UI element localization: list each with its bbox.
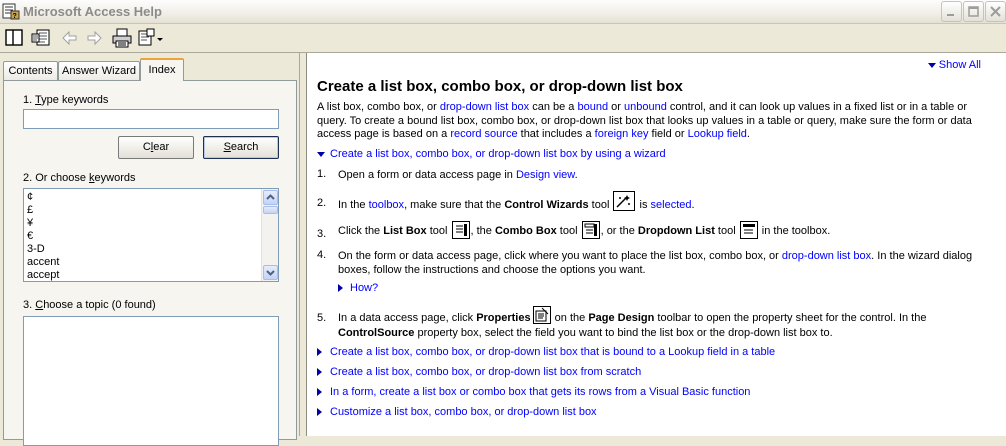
close-icon bbox=[986, 2, 1005, 21]
options-button[interactable] bbox=[137, 27, 165, 49]
glossary-link[interactable]: unbound bbox=[624, 101, 667, 113]
help-toolbar bbox=[0, 24, 1006, 53]
step2-text: 2. Or choose bbox=[23, 172, 90, 184]
properties-icon bbox=[533, 306, 551, 324]
step2-accesskey: k bbox=[89, 172, 95, 184]
step-number: 1. bbox=[317, 168, 327, 180]
step1-accesskey: T bbox=[35, 94, 42, 106]
step-text: , or the bbox=[600, 225, 638, 237]
window-title: Microsoft Access Help bbox=[23, 4, 162, 19]
step-1 bbox=[338, 168, 990, 182]
step-text: tool bbox=[714, 225, 739, 237]
page-title: Create a list box, combo box, or drop-down list box bbox=[317, 78, 683, 95]
control-wizards-icon bbox=[613, 191, 635, 211]
step-text: in the toolbox. bbox=[758, 225, 831, 237]
keyword-input[interactable] bbox=[23, 109, 279, 129]
glossary-link[interactable]: drop-down list box bbox=[439, 101, 530, 113]
step3-label bbox=[23, 299, 156, 311]
show-all-link[interactable] bbox=[928, 59, 981, 71]
step-5-line bbox=[338, 326, 990, 340]
step-text: On the form or data access page, click where you want to place the list box, combo box, or bbox=[338, 250, 782, 262]
expand-icon bbox=[338, 284, 343, 292]
show-all-label: Show All bbox=[938, 59, 981, 71]
combo-box-label: Combo Box bbox=[494, 225, 557, 237]
pane-splitter[interactable] bbox=[300, 53, 307, 436]
step1-text: ype keywords bbox=[41, 94, 109, 106]
related-topic-link[interactable] bbox=[317, 346, 775, 358]
step-text: tool bbox=[556, 225, 581, 237]
glossary-link[interactable]: record source bbox=[450, 128, 518, 140]
step-text: tool bbox=[588, 199, 613, 211]
restore-icon bbox=[964, 2, 983, 21]
related-topic-label: Create a list box, combo box, or drop-down list box that is bound to a Lookup field in a table bbox=[330, 346, 776, 358]
scroll-down-icon bbox=[264, 266, 277, 279]
svg-text:?: ? bbox=[12, 13, 17, 20]
topic-list[interactable] bbox=[23, 316, 279, 446]
print-button[interactable] bbox=[111, 27, 133, 49]
step1-label bbox=[23, 94, 108, 106]
step-5-line bbox=[338, 306, 990, 326]
tab-index[interactable]: Index bbox=[140, 58, 184, 81]
tab-contents[interactable]: Contents bbox=[3, 61, 58, 80]
step-number: 3. bbox=[317, 228, 327, 240]
intro-text: control, and it can look up values in a fixed list or in a table or query. To create a bound list box, combo box, or drop-down list box that looks up values in a table or query, make sure the form or data access page is based on a bbox=[317, 101, 972, 140]
minimize-icon bbox=[942, 2, 961, 21]
back-button[interactable] bbox=[58, 27, 80, 49]
title-bar bbox=[0, 0, 1006, 24]
how-label: How? bbox=[350, 282, 379, 294]
glossary-link[interactable]: bound bbox=[577, 101, 609, 113]
glossary-link[interactable]: drop-down list box bbox=[781, 250, 872, 262]
expand-all-icon bbox=[928, 63, 936, 68]
step3-accesskey: C bbox=[35, 299, 44, 311]
how-link[interactable] bbox=[338, 282, 378, 294]
intro-paragraph bbox=[317, 101, 987, 142]
step3-number: 3. bbox=[23, 299, 36, 311]
intro-text: that includes a bbox=[517, 128, 595, 140]
toolbox-link[interactable]: toolbox bbox=[368, 199, 405, 211]
options-icon bbox=[137, 27, 165, 49]
glossary-link[interactable]: foreign key bbox=[594, 128, 649, 140]
step-number: 2. bbox=[317, 197, 327, 209]
step2-text-rest: eywords bbox=[94, 172, 136, 184]
step-5 bbox=[338, 306, 990, 340]
intro-text: can be a bbox=[529, 101, 578, 113]
related-topic-link[interactable] bbox=[317, 386, 750, 398]
hide-pane-button[interactable] bbox=[3, 27, 25, 49]
clear-label-pre: C bbox=[142, 141, 151, 153]
auto-tile-button[interactable] bbox=[30, 27, 52, 49]
selected-link[interactable]: selected bbox=[650, 199, 692, 211]
expand-icon bbox=[317, 388, 322, 396]
clear-label-key: l bbox=[150, 141, 154, 153]
step3-text: hoose a topic (0 found) bbox=[43, 299, 156, 311]
list-box-icon bbox=[452, 221, 470, 239]
expand-icon bbox=[317, 368, 322, 376]
intro-text: field or bbox=[648, 128, 688, 140]
step-number: 5. bbox=[317, 312, 327, 324]
navigation-pane bbox=[0, 53, 300, 436]
step-number: 4. bbox=[317, 249, 327, 261]
auto-tile-icon bbox=[30, 27, 52, 49]
scroll-up-button[interactable] bbox=[263, 190, 278, 205]
combo-box-icon bbox=[582, 221, 600, 239]
list-box-label: List Box bbox=[383, 225, 427, 237]
step-text: . In the wizard dialog boxes, follow the instructions and choose the options you want. bbox=[338, 250, 973, 276]
forward-icon bbox=[84, 27, 106, 49]
keyword-list-scrollbar[interactable] bbox=[261, 189, 278, 281]
intro-text: or bbox=[608, 101, 624, 113]
step-4 bbox=[338, 249, 990, 277]
step-3 bbox=[338, 220, 990, 242]
scroll-thumb[interactable] bbox=[263, 206, 278, 214]
controlsource-label: ControlSource bbox=[338, 327, 415, 339]
list-item[interactable]: £ bbox=[27, 204, 34, 216]
step-text: tool bbox=[426, 225, 451, 237]
step-text: toolbar to open the property sheet for the control. In the bbox=[654, 312, 927, 324]
related-topic-link[interactable] bbox=[317, 366, 641, 378]
keyword-list[interactable] bbox=[23, 188, 279, 282]
search-label-key: S bbox=[223, 141, 231, 153]
list-item[interactable]: accent bbox=[27, 256, 60, 268]
scroll-up-icon bbox=[264, 191, 277, 204]
index-tab-panel bbox=[3, 80, 297, 440]
list-item[interactable]: 3-D bbox=[27, 243, 45, 255]
tab-answer-wizard[interactable]: Answer Wizard bbox=[58, 61, 140, 80]
scroll-down-button[interactable] bbox=[263, 265, 278, 280]
clear-button[interactable] bbox=[118, 136, 194, 159]
control-wizards-label: Control Wizards bbox=[504, 199, 589, 211]
related-topic-link[interactable] bbox=[317, 406, 597, 418]
page-design-label: Page Design bbox=[588, 312, 655, 324]
hide-pane-icon bbox=[3, 27, 25, 49]
intro-text: . bbox=[746, 128, 750, 140]
related-topic-label: Create a list box, combo box, or drop-down list box from scratch bbox=[330, 366, 642, 378]
step1-number: 1. bbox=[23, 94, 33, 106]
step-text: . bbox=[691, 199, 695, 211]
related-topic-label: In a form, create a list box or combo box that gets its rows from a Visual Basic function bbox=[330, 386, 751, 398]
forward-button[interactable] bbox=[84, 27, 106, 49]
expand-icon bbox=[317, 348, 322, 356]
wizard-section-label: Create a list box, combo box, or drop-down list box by using a wizard bbox=[330, 148, 666, 160]
step-text: Open a form or data access page in bbox=[338, 169, 516, 181]
step-text: In a data access page, click bbox=[338, 312, 477, 324]
print-icon bbox=[111, 27, 133, 49]
access-app-icon[interactable] bbox=[2, 2, 20, 20]
step-2 bbox=[338, 191, 990, 216]
dropdown-list-icon bbox=[740, 221, 758, 239]
step-text: on the bbox=[551, 312, 589, 324]
step2-label bbox=[23, 172, 136, 184]
search-button[interactable] bbox=[203, 136, 279, 159]
properties-label: Properties bbox=[476, 312, 531, 324]
list-item[interactable]: € bbox=[27, 230, 34, 242]
step-text: , the bbox=[470, 225, 495, 237]
close-button[interactable] bbox=[985, 1, 1006, 22]
step-text: is bbox=[636, 199, 651, 211]
clear-label-post: ear bbox=[153, 141, 170, 153]
step-text: property box, select the field you want to bind the list box or the drop-down list box to. bbox=[414, 327, 833, 339]
list-item[interactable]: ¥ bbox=[27, 217, 34, 229]
back-icon bbox=[58, 27, 80, 49]
minimize-button[interactable] bbox=[941, 1, 962, 22]
step-text: . bbox=[574, 169, 578, 181]
step-text: In the bbox=[338, 199, 369, 211]
search-label-post: earch bbox=[230, 141, 259, 153]
dropdown-list-label: Dropdown List bbox=[637, 225, 715, 237]
intro-text: A list box, combo box, or bbox=[317, 101, 440, 113]
wizard-section-heading[interactable] bbox=[317, 148, 666, 160]
expand-icon bbox=[317, 408, 322, 416]
list-item[interactable]: ¢ bbox=[27, 191, 34, 203]
glossary-link[interactable]: Lookup field bbox=[687, 128, 747, 140]
design-view-link[interactable]: Design view bbox=[515, 169, 575, 181]
restore-button[interactable] bbox=[963, 1, 984, 22]
step-text: Click the bbox=[338, 225, 384, 237]
collapse-section-icon bbox=[317, 152, 325, 157]
list-item[interactable]: accept bbox=[27, 269, 60, 281]
help-content bbox=[307, 53, 1006, 436]
related-topic-label: Customize a list box, combo box, or drop-down list box bbox=[330, 406, 597, 418]
step-text: , make sure that the bbox=[404, 199, 505, 211]
keyword-list-items bbox=[27, 191, 59, 282]
